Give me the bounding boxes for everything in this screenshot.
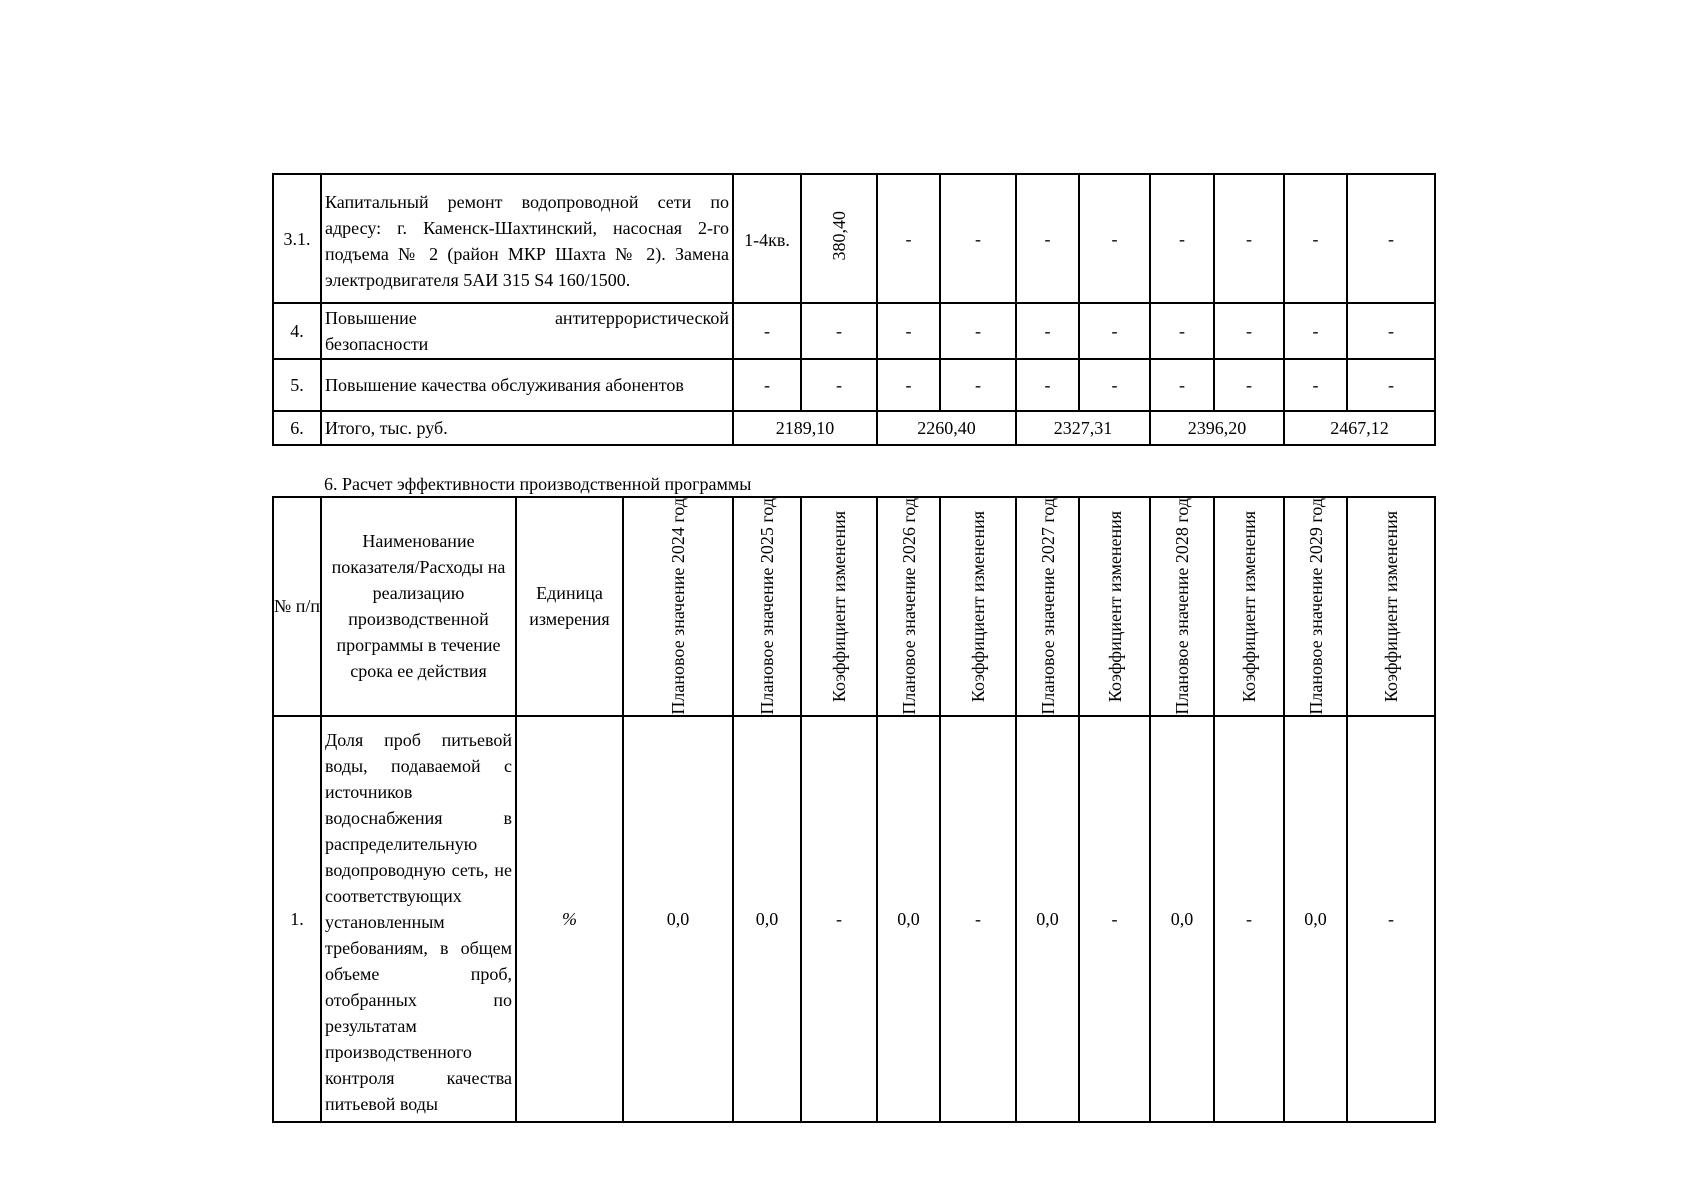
- row-name: Доля проб питьевой воды, подаваемой с источников водоснабжения в распределительную водопроводную сеть, не соответствующих установленным требованиям, в общем объеме проб, отобранных по результатам производственного контроля качества питьевой воды: [321, 716, 516, 1122]
- table-cell: -: [940, 716, 1016, 1122]
- row-number: 1.: [273, 716, 321, 1122]
- table-cell: -: [733, 359, 801, 411]
- section-caption: 6. Расчет эффективности производственной программы: [324, 474, 752, 494]
- table-cell: -: [1079, 359, 1150, 411]
- total-cell: 2260,40: [877, 411, 1016, 445]
- row-unit: %: [516, 716, 623, 1122]
- table-cell: -: [1347, 716, 1435, 1122]
- header-col-text: Коэффициент изменения: [1104, 510, 1125, 702]
- total-cell: 2189,10: [733, 411, 877, 445]
- table-cell: 0,0: [1284, 716, 1347, 1122]
- header-col: [1214, 497, 1284, 716]
- table-cell: -: [1284, 174, 1347, 303]
- table-cell: -: [877, 303, 940, 359]
- header-unit: Единица измерения: [516, 497, 623, 716]
- table-cell: -: [1016, 303, 1079, 359]
- table-cell: -: [1079, 174, 1150, 303]
- header-col-text: Плановое значение 2028 год: [1172, 498, 1192, 715]
- table-cell: -: [1150, 174, 1214, 303]
- table-cell: 0,0: [877, 716, 940, 1122]
- table-cell: -: [801, 359, 877, 411]
- table-cell: -: [1016, 359, 1079, 411]
- table-cell: -: [877, 359, 940, 411]
- table-cell: -: [1150, 303, 1214, 359]
- row-name: Капитальный ремонт водопроводной сети по адресу: г. Каменск-Шахтинский, насосная 2-го подъема № 2 (район МКР Шахта № 2). Замена электродвигателя 5АИ 315 S4 160/1500.: [321, 174, 733, 303]
- table-cell: -: [1214, 359, 1284, 411]
- table-cell: -: [940, 174, 1016, 303]
- table-cell: -: [733, 303, 801, 359]
- table-cell: -: [1347, 174, 1435, 303]
- header-col-text: Плановое значение 2024 год: [668, 498, 688, 715]
- efficiency-table: [272, 496, 1436, 1123]
- row-name-line1: Повышение антитеррористической: [325, 308, 729, 328]
- table-row: [273, 303, 1435, 359]
- table-cell: -: [1347, 303, 1435, 359]
- table-cell: -: [1079, 716, 1150, 1122]
- table-cell: -: [1284, 359, 1347, 411]
- row-number: 4.: [273, 303, 321, 359]
- header-row: [273, 497, 1435, 716]
- table-cell: -: [1214, 716, 1284, 1122]
- header-num: № п/п: [273, 497, 321, 716]
- table-row: [273, 174, 1435, 303]
- total-cell: 2467,12: [1284, 411, 1435, 445]
- table-cell: 0,0: [1016, 716, 1079, 1122]
- header-col-text: Плановое значение 2027 год: [1037, 498, 1058, 715]
- header-col-text: Коэффициент изменения: [829, 510, 849, 702]
- header-col-text: Плановое значение 2029 год: [1305, 498, 1326, 715]
- header-col: [877, 497, 940, 716]
- row-number: 5.: [273, 359, 321, 411]
- table-cell: -: [1214, 303, 1284, 359]
- table-cell: -: [1214, 174, 1284, 303]
- table-cell: -: [801, 303, 877, 359]
- row-name: Итого, тыс. руб.: [321, 411, 733, 445]
- header-col: [1016, 497, 1079, 716]
- table-cell: 0,0: [623, 716, 733, 1122]
- table-cell: -: [877, 174, 940, 303]
- table-cell: -: [1079, 303, 1150, 359]
- table-cell: -: [940, 303, 1016, 359]
- table-row: [273, 359, 1435, 411]
- table-cell: -: [1016, 174, 1079, 303]
- table-cell: 0,0: [1150, 716, 1214, 1122]
- row-name: [321, 303, 733, 359]
- header-col-text: Коэффициент изменения: [968, 510, 988, 702]
- header-col: [940, 497, 1016, 716]
- table-row: [273, 716, 1435, 1122]
- header-col: [1347, 497, 1435, 716]
- table-cell: -: [1150, 359, 1214, 411]
- header-col-text: Плановое значение 2025 год: [757, 498, 777, 715]
- table-row: [273, 411, 1435, 445]
- header-col: [1079, 497, 1150, 716]
- header-col: [623, 497, 733, 716]
- row-name: Повышение качества обслуживания абонентов: [321, 359, 733, 411]
- table-cell: 0,0: [733, 716, 801, 1122]
- total-cell: 2396,20: [1150, 411, 1284, 445]
- row-number: 6.: [273, 411, 321, 445]
- row-value-text: 380,40: [829, 211, 849, 261]
- header-col-text: Плановое значение 2026 год: [898, 498, 919, 715]
- table-cell: -: [1284, 303, 1347, 359]
- header-col: [1150, 497, 1214, 716]
- investment-table: [272, 173, 1436, 446]
- row-number: 3.1.: [273, 174, 321, 303]
- table-cell: -: [940, 359, 1016, 411]
- table-cell: -: [801, 716, 877, 1122]
- row-period: 1-4кв.: [733, 174, 801, 303]
- header-col-text: Коэффициент изменения: [1239, 510, 1259, 702]
- header-name: Наименование показателя/Расходы на реализацию производственной программы в течение срока ее действия: [321, 497, 516, 716]
- total-cell: 2327,31: [1016, 411, 1150, 445]
- header-col-text: Коэффициент изменения: [1381, 510, 1401, 702]
- row-name-line2: безопасности: [325, 334, 429, 354]
- header-col: [801, 497, 877, 716]
- header-col: [733, 497, 801, 716]
- row-value: [801, 174, 877, 303]
- header-col: [1284, 497, 1347, 716]
- table-cell: -: [1347, 359, 1435, 411]
